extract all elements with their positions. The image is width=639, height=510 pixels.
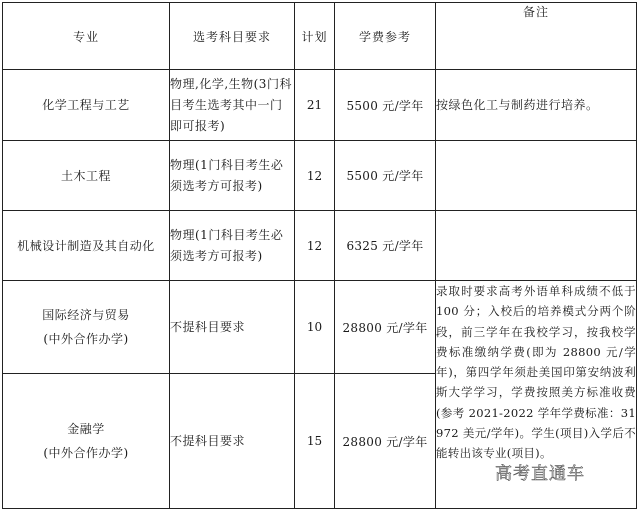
fee-cell: 28800 元/学年 (335, 374, 436, 509)
requirement-cell: 不提科目要求 (170, 374, 295, 509)
major-cell: 土木工程 (3, 141, 170, 211)
table-row (3, 211, 637, 281)
merged-note-cell: 录取时要求高考外语单科成绩不低于 100 分；入校后的培养模式分两个阶段，前三学年在我校学习，按我校学费标准缴纳学费(即为 28800 元/学年)，第四学年须赴美国印第安纳波利斯大学学习，学费按照美方标准收费(参考 2021-2022 学年学费标准：31972 美元/学年)。学生(项目)入学后不能转出该专业(项目)。 (436, 281, 637, 509)
note-cell: 按绿色化工与制药进行培养。 (436, 70, 637, 141)
requirement-cell: 物理(1门科目考生必须选考方可报考) (170, 211, 295, 281)
plan-cell: 15 (295, 374, 335, 509)
table-row (3, 141, 637, 211)
table-header-row (3, 3, 637, 70)
fee-cell: 5500 元/学年 (335, 141, 436, 211)
note-cell (436, 141, 637, 211)
major-cell: 化学工程与工艺 (3, 70, 170, 141)
header-requirement: 选考科目要求 (170, 3, 295, 70)
requirement-cell: 物理,化学,生物(3门科目考生选考其中一门即可报考) (170, 70, 295, 141)
admission-plan-table (2, 2, 637, 509)
plan-cell: 12 (295, 211, 335, 281)
major-program-type: (中外合作办学) (43, 332, 129, 346)
requirement-cell: 不提科目要求 (170, 281, 295, 374)
table-row (3, 70, 637, 141)
fee-cell: 6325 元/学年 (335, 211, 436, 281)
major-name: 金融学 (67, 422, 105, 436)
major-name: 国际经济与贸易 (42, 308, 130, 322)
fee-cell: 5500 元/学年 (335, 70, 436, 141)
header-plan: 计划 (295, 3, 335, 70)
fee-cell: 28800 元/学年 (335, 281, 436, 374)
header-fee: 学费参考 (335, 3, 436, 70)
requirement-cell: 物理(1门科目考生必须选考方可报考) (170, 141, 295, 211)
plan-cell: 12 (295, 141, 335, 211)
watermark-text: 高考直通车 (495, 464, 585, 484)
header-major: 专业 (3, 3, 170, 70)
plan-cell: 21 (295, 70, 335, 141)
header-note: 备注 (436, 3, 637, 70)
table-row (3, 281, 637, 374)
major-cell: 机械设计制造及其自动化 (3, 211, 170, 281)
major-cell (3, 374, 170, 509)
major-program-type: (中外合作办学) (43, 446, 129, 460)
major-cell (3, 281, 170, 374)
note-cell (436, 211, 637, 281)
plan-cell: 10 (295, 281, 335, 374)
